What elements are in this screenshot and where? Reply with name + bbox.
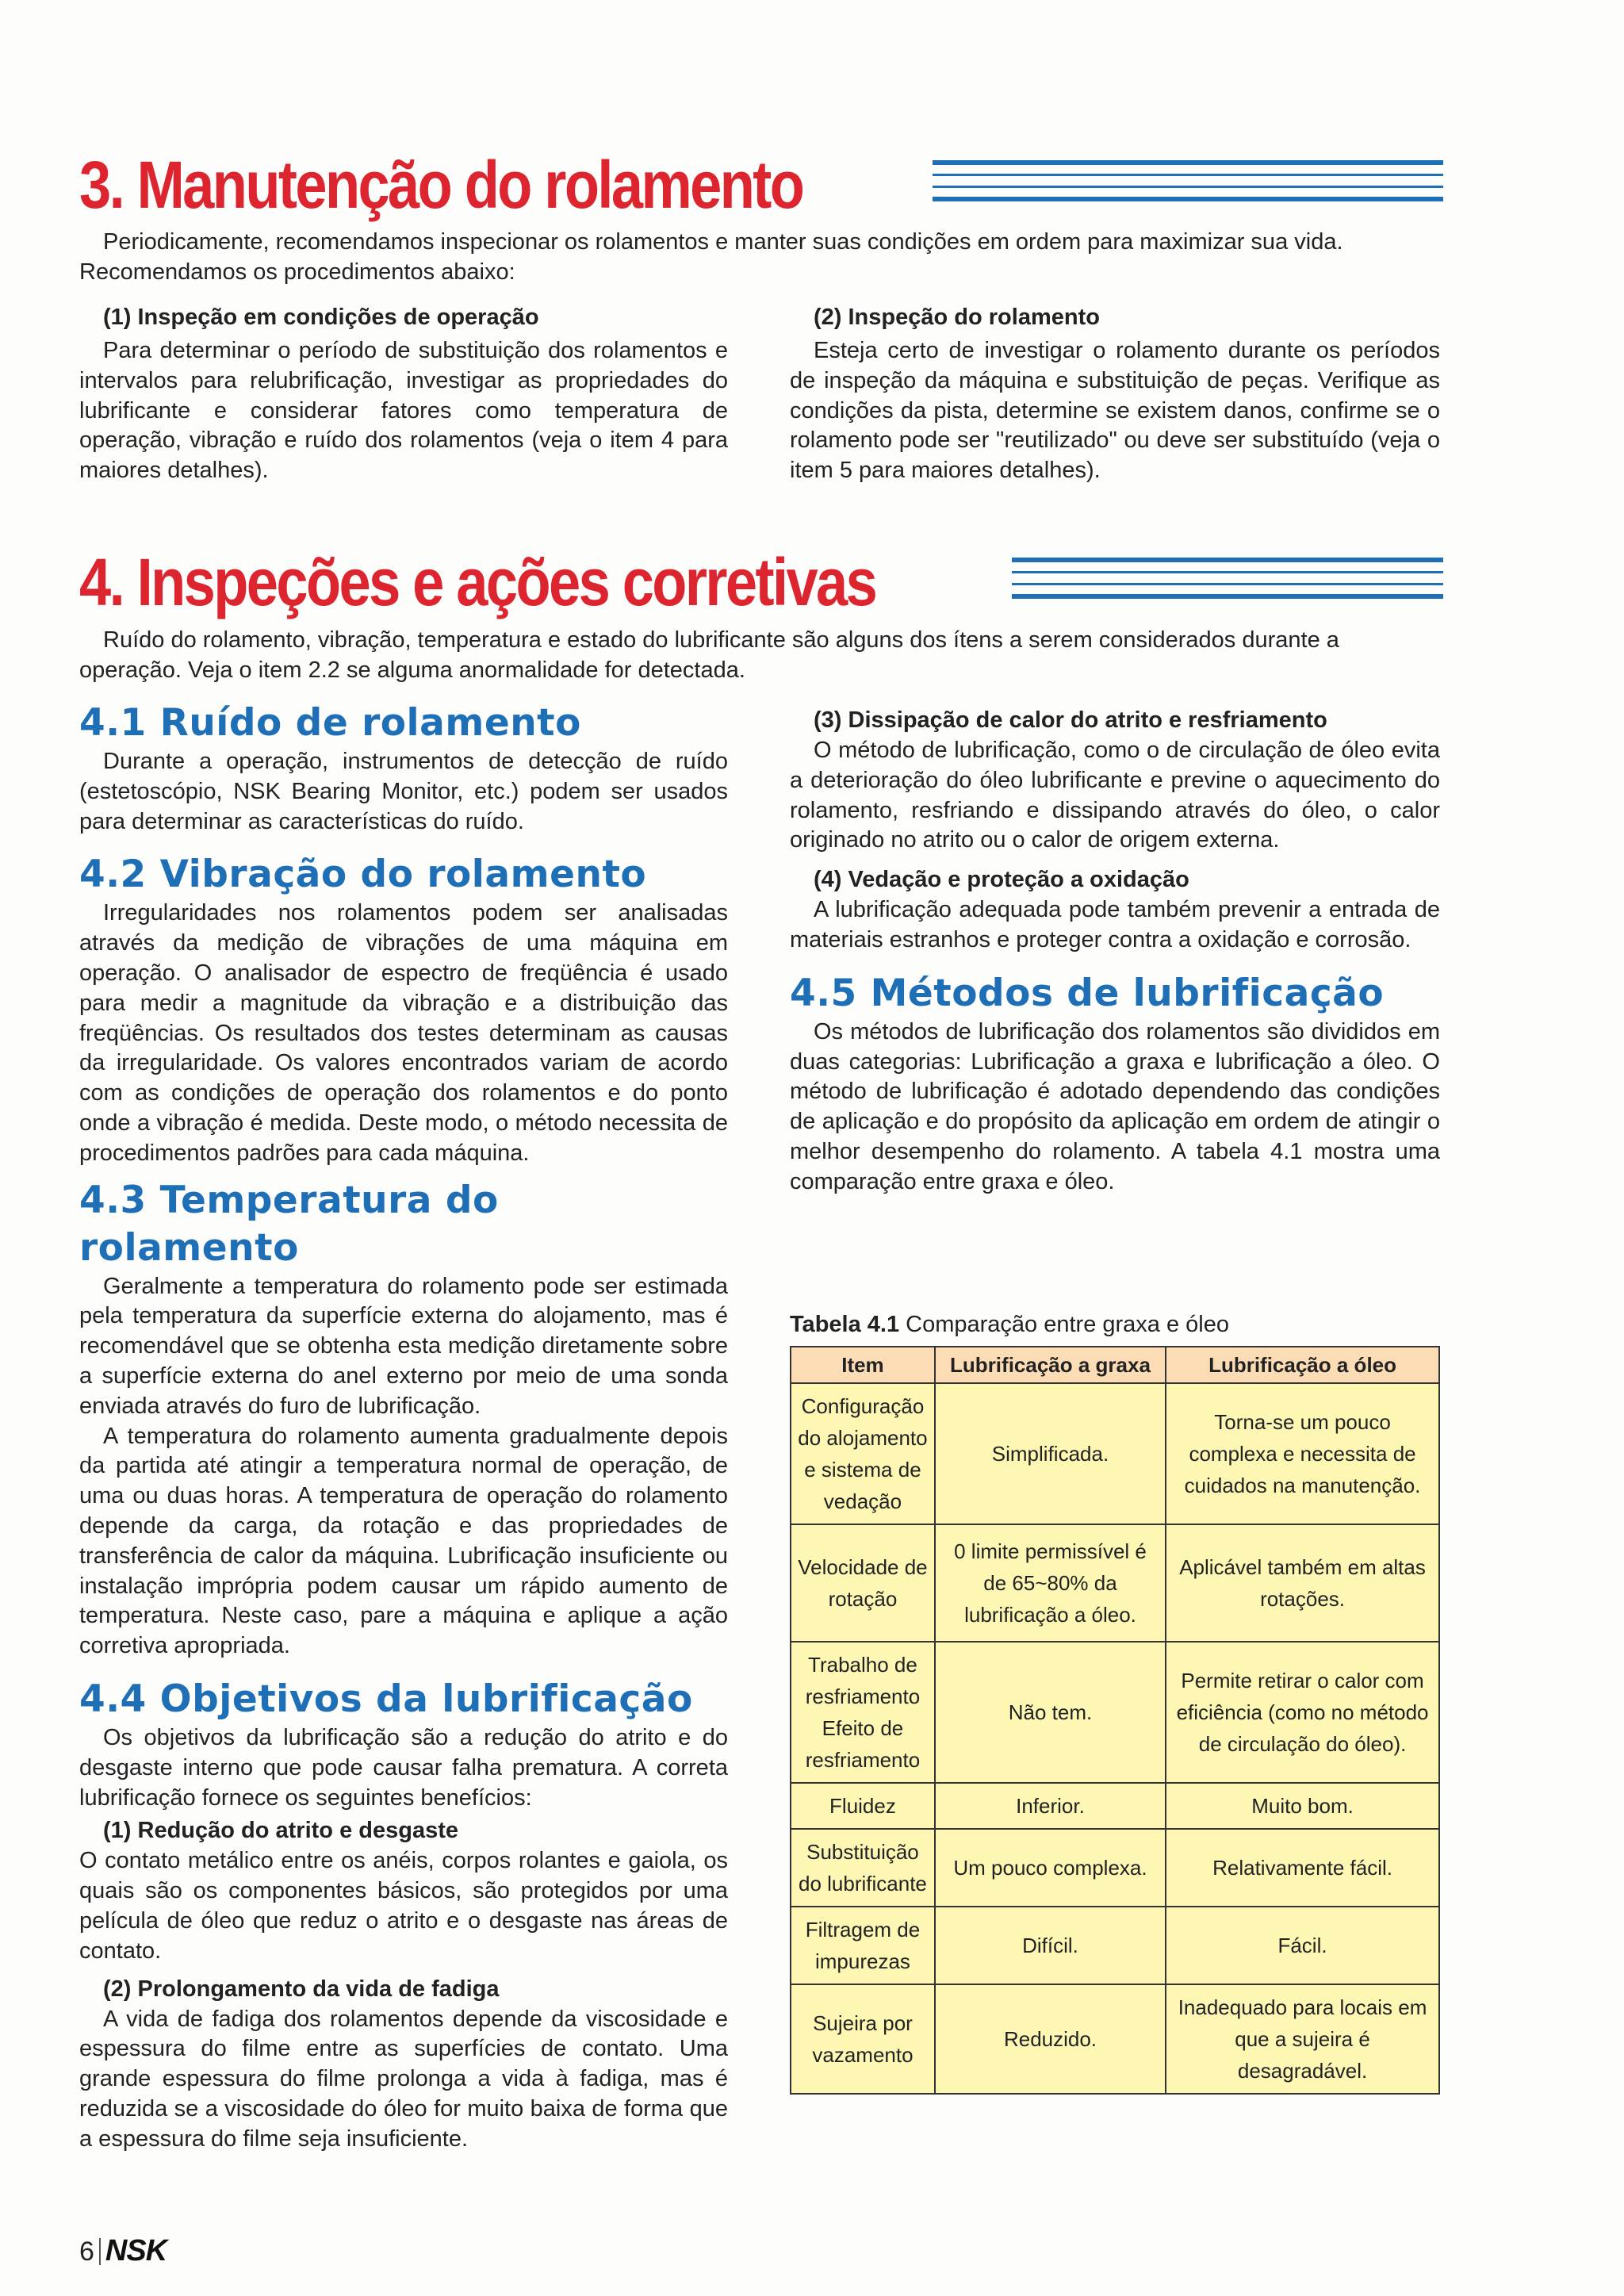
text-4-3-p1: Geralmente a temperatura do rolamento pode ser estimada pela temperatura da superfície externa do alojamento, mas é recomendável que se obtenha esta medição diretamente sobre a superfície externa do anel externo por meio de uma sonda enviada através do furo de lubrificação. (79, 1273, 728, 1419)
section-3-header (79, 147, 1443, 223)
section-4-title: 4. Inspeções e ações corretivas (79, 545, 876, 619)
table-cell: Um pouco complexa. (935, 1829, 1166, 1907)
benefit-3-heading: (3) Dissipação de calor do atrito e resfriamento (814, 707, 1327, 733)
benefit-1-text: O contato metálico entre os anéis, corpos rolantes e gaiola, os quais são os componentes básicos, são protegidos por uma película de óleo que reduz o atrito e o desgaste nas áreas de contato. (79, 1848, 728, 1964)
title-rule-lines (933, 160, 1443, 209)
heading-4-5: 4.5 Métodos de lubrificação (790, 971, 1385, 1015)
table-cell: Sujeira por vazamento (791, 1984, 935, 2094)
table-cell: Configuração do alojamento e sistema de vedação (791, 1383, 935, 1524)
section-3-intro: Periodicamente, recomendamos inspecionar os rolamentos e manter suas condições em ordem para maximizar sua vida. Recomendamos os procedimentos abaixo: (79, 229, 1343, 285)
bearing-inspection-heading: (2) Inspeção do rolamento (814, 305, 1100, 330)
benefit-1-heading: (1) Redução do atrito e desgaste (103, 1818, 458, 1844)
table-cell: Não tem. (935, 1642, 1166, 1783)
table-cell: Aplicável também em altas rotações. (1166, 1524, 1439, 1642)
section-4-header (79, 544, 1443, 620)
table-cell: Simplificada. (935, 1383, 1166, 1524)
table-row (791, 1524, 1439, 1642)
table-cell: Difícil. (935, 1907, 1166, 1984)
text-4-1: Durante a operação, instrumentos de detecção de ruído (estetoscópio, NSK Bearing Monitor, etc.) podem ser usados para determinar as características do ruído. (79, 749, 728, 834)
heading-4-1: 4.1 Ruído de rolamento (79, 701, 581, 745)
heading-4-2: 4.2 Vibração do rolamento (79, 853, 647, 897)
header-item: Item (791, 1347, 935, 1383)
table-row (791, 1642, 1439, 1783)
title-rule-lines (1012, 558, 1443, 607)
table-cell: 0 limite permissível é de 65~80% da lubrificação a óleo. (935, 1524, 1166, 1642)
table-cell: Trabalho de resfriamento Efeito de resfriamento (791, 1642, 935, 1783)
table-row (791, 1783, 1439, 1829)
benefit-2-heading: (2) Prolongamento da vida de fadiga (103, 1976, 500, 2002)
benefit-4-text: A lubrificação adequada pode também prevenir a entrada de materiais estranhos e proteger contra a oxidação e corrosão. (790, 897, 1440, 953)
text-4-5: Os métodos de lubrificação dos rolamentos são divididos em duas categorias: Lubrificação a graxa e lubrificação a óleo. O método de lubrificação é adotado dependendo das condições de aplicação e do propósito da aplicação em ordem de atingir o melhor desempenho do rolamento. A tabela 4.1 mostra uma comparação entre graxa e óleo. (790, 1018, 1440, 1194)
text-4-3-p2: A temperatura do rolamento aumenta gradualmente depois da partida até atingir a temperatura normal de operação, de uma ou duas horas. A temperatura de operação do rolamento depende da carga, da rotação e das propriedades de transferência de calor da máquina. Lubrificação insuficiente ou instalação imprópria podem causar um rápido aumento de temperatura. Neste caso, pare a máquina e aplique a ação corretiva apropriada. (79, 1423, 728, 1659)
page-footer (79, 2234, 167, 2268)
inspection-operation-text: Para determinar o período de substituição dos rolamentos e intervalos para relubrificação, investigar as propriedades do lubrificante e considerar fatores como temperatura de operação, vibração e ruído dos rolamentos (veja o item 4 para maiores detalhes). (79, 338, 728, 484)
table-caption-text: Comparação entre graxa e óleo (899, 1312, 1230, 1337)
table-cell: Fácil. (1166, 1907, 1439, 1984)
heading-4-3: 4.3 Temperatura do rolamento (79, 1178, 499, 1270)
inspection-operation-heading: (1) Inspeção em condições de operação (103, 305, 539, 330)
table-row (791, 1383, 1439, 1524)
table-caption-number: Tabela 4.1 (790, 1312, 900, 1337)
table-cell: Inferior. (935, 1783, 1166, 1829)
table-cell: Fluidez (791, 1783, 935, 1829)
table-row (791, 1829, 1439, 1907)
bearing-inspection-text: Esteja certo de investigar o rolamento durante os períodos de inspeção da máquina e substituição de peças. Verifique as condições da pista, determine se existem danos, confirme se o rolamento pode ser "reutilizado" ou deve ser substituído (veja o item 5 para maiores detalhes). (790, 338, 1440, 484)
table-cell: Substituição do lubrificante (791, 1829, 935, 1907)
header-oil: Lubrificação a óleo (1166, 1347, 1439, 1383)
table-row (791, 1907, 1439, 1984)
benefit-3-text: O método de lubrificação, como o de circulação de óleo evita a deterioração do óleo lubrificante e previne o aquecimento do rolamento, resfriando e dissipando através do óleo, o calor originado no atrito ou o calor de origem externa. (790, 738, 1440, 853)
table-cell: Torna-se um pouco complexa e necessita de cuidados na manutenção. (1166, 1383, 1439, 1524)
table-cell: Permite retirar o calor com eficiência (como no método de circulação do óleo). (1166, 1642, 1439, 1783)
section-4-intro: Ruído do rolamento, vibração, temperatura e estado do lubrificante são alguns dos ítens a serem considerados durante a operação. Veja o item 2.2 se alguma anormalidade for detectada. (79, 627, 1339, 683)
table-cell: Muito bom. (1166, 1783, 1439, 1829)
nsk-logo: NSK (105, 2234, 167, 2267)
section-3-right-column (790, 301, 1440, 486)
table-cell: Velocidade de rotação (791, 1524, 935, 1642)
benefit-2-text: A vida de fadiga dos rolamentos depende da viscosidade e espessura do filme entre as superfícies de contato. Uma grande espessura do filme prolonga a vida à fadiga, mas é reduzida se a viscosidade do óleo for muito baixa de forma que a espessura do filme seja insuficiente. (79, 2006, 728, 2152)
table-cell: Filtragem de impurezas (791, 1907, 935, 1984)
table-cell: Inadequado para locais em que a sujeira é desagradável. (1166, 1984, 1439, 2094)
table-caption (790, 1309, 1229, 1340)
page-number: 6 (79, 2236, 94, 2267)
section-4-right-column (790, 704, 1440, 1198)
section-3-title: 3. Manutenção do rolamento (79, 148, 803, 222)
benefit-4-heading: (4) Vedação e proteção a oxidação (814, 867, 1189, 893)
header-grease: Lubrificação a graxa (935, 1347, 1166, 1383)
text-4-2: Irregularidades nos rolamentos podem ser analisadas através da medição de vibrações de uma máquina em operação. O analisador de espectro de freqüência é usado para medir a magnitude da vibração e a distribuição das freqüências. Os resultados dos testes determinam as causas da irregularidade. Os valores encontrados variam de acordo com as condições de operação dos rolamentos e do ponto onde a vibração é medida. Deste modo, o método necessita de procedimentos padrões para cada máquina. (79, 900, 728, 1166)
table-header-row (791, 1347, 1439, 1383)
comparison-table (790, 1346, 1440, 2095)
section-3-left-column (79, 301, 728, 486)
heading-4-4: 4.4 Objetivos da lubrificação (79, 1677, 693, 1721)
table-row (791, 1984, 1439, 2094)
table-cell: Reduzido. (935, 1984, 1166, 2094)
section-4-left-column (79, 700, 728, 2154)
table-cell: Relativamente fácil. (1166, 1829, 1439, 1907)
text-4-4: Os objetivos da lubrificação são a redução do atrito e do desgaste interno que pode causar falha prematura. A correta lubrificação fornece os seguintes benefícios: (79, 1724, 728, 1811)
footer-divider (99, 2238, 101, 2265)
